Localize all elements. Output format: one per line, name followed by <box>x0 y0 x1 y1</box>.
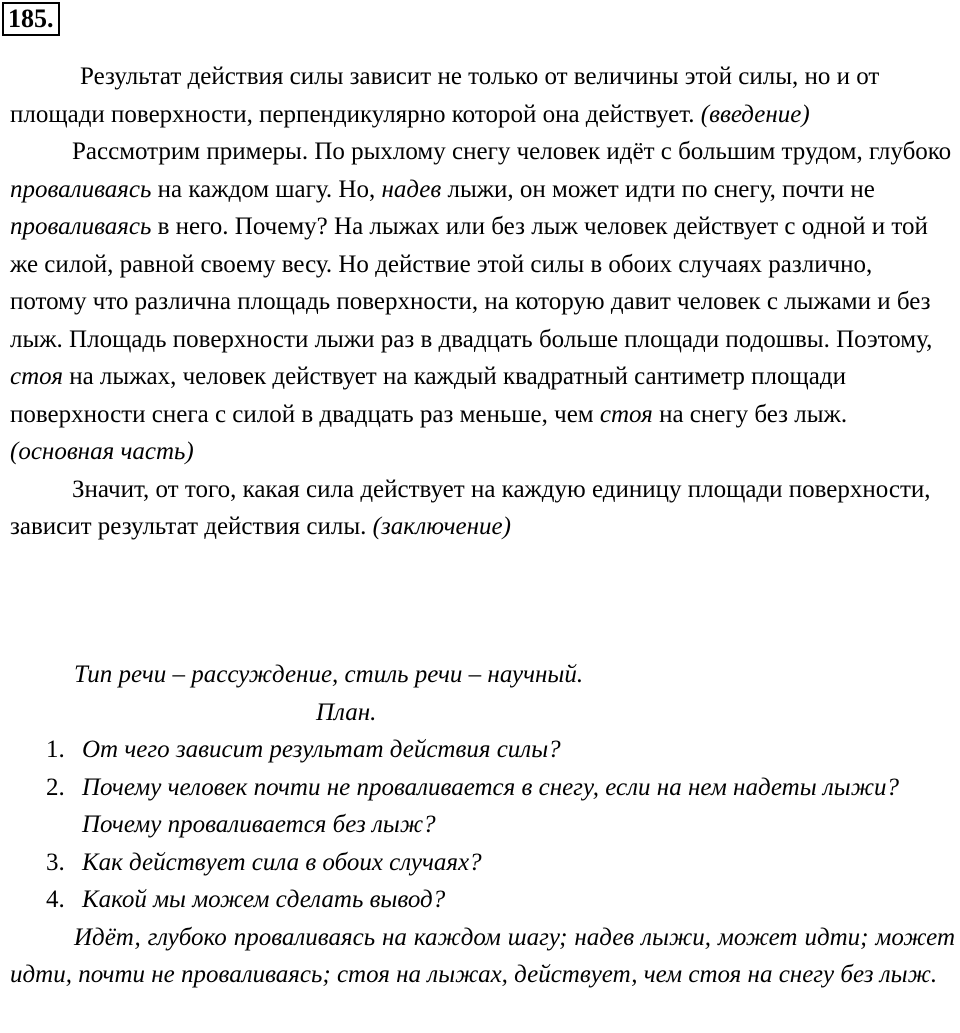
main-part-text-2: на каждом шагу. Но, <box>151 175 382 203</box>
analysis-block <box>10 656 955 994</box>
speech-type: Тип речи – рассуждение, стиль речи – научный. <box>74 661 584 688</box>
plan-item-text: Почему человек почти не проваливается в снегу, если на нем надеты лыжи? Почему проваливается без лыж? <box>82 773 899 838</box>
plan-item <box>10 881 955 919</box>
participle-word: проваливаясь <box>10 213 152 240</box>
participle-word: стоя <box>10 363 63 390</box>
label-conclusion: (заключение) <box>372 513 511 540</box>
exercise-number: 185. <box>2 2 60 36</box>
main-text <box>10 58 955 546</box>
participle-word: стоя <box>599 400 653 428</box>
paragraph-conclusion-text: Значит, от того, какая сила действует на каждую единицу площади поверхности, зависит результат действия силы. <box>10 475 931 540</box>
paragraph-main-part <box>10 133 955 471</box>
label-main-part: (основная часть) <box>10 438 194 465</box>
plan-item-number: 2. <box>46 773 65 801</box>
main-part-text-3: лыжи, он может идти по снегу, почти не <box>441 175 875 203</box>
participles-list: Идёт, глубоко проваливаясь на каждом шагу; надев лыжи, может идти; может идти, почти не проваливаясь; стоя на лыжах, действует, чем стоя на снегу без лыж. <box>10 923 955 988</box>
paragraph-introduction <box>10 58 955 133</box>
label-introduction: (введение) <box>700 100 810 128</box>
plan-item <box>10 844 955 882</box>
plan-item-number: 3. <box>46 848 65 876</box>
plan-title: План. <box>316 698 377 726</box>
plan-item-number: 1. <box>46 736 65 763</box>
main-part-text-5: на лыжах, человек действует на каждый квадратный сантиметр площади поверхности снега с силой в двадцать раз меньше, чем <box>10 363 846 428</box>
paragraph-conclusion <box>10 471 955 546</box>
plan-item <box>10 769 955 844</box>
plan-item-text: От чего зависит результат действия силы? <box>82 736 561 763</box>
plan-item <box>10 731 955 769</box>
main-part-text-4: в него. Почему? На лыжах или без лыж человек действует с одной и той же силой, равной своему весу. Но действие этой силы в обоих случаях различно, потому что различна площадь поверхности, на которую давит человек с лыжами и без лыж. Площадь поверхности лыжи раз в двадцать больше площади подошвы. Поэтому, <box>10 213 933 353</box>
plan-item-text: Какой мы можем сделать вывод? <box>82 886 446 913</box>
participle-word: надев <box>381 175 442 203</box>
main-part-text-6: на снегу без лыж. <box>652 400 848 428</box>
main-part-text-1: Рассмотрим примеры. По рыхлому снегу человек идёт с большим трудом, глубоко <box>72 138 952 165</box>
paragraph-introduction-text: Результат действия силы зависит не только от величины этой силы, но и от площади поверхности, перпендикулярно которой она действует. <box>10 63 880 128</box>
plan-list <box>10 731 955 919</box>
participle-word: проваливаясь <box>10 175 152 203</box>
plan-item-text: Как действует сила в обоих случаях? <box>82 848 482 876</box>
plan-item-number: 4. <box>46 886 65 913</box>
